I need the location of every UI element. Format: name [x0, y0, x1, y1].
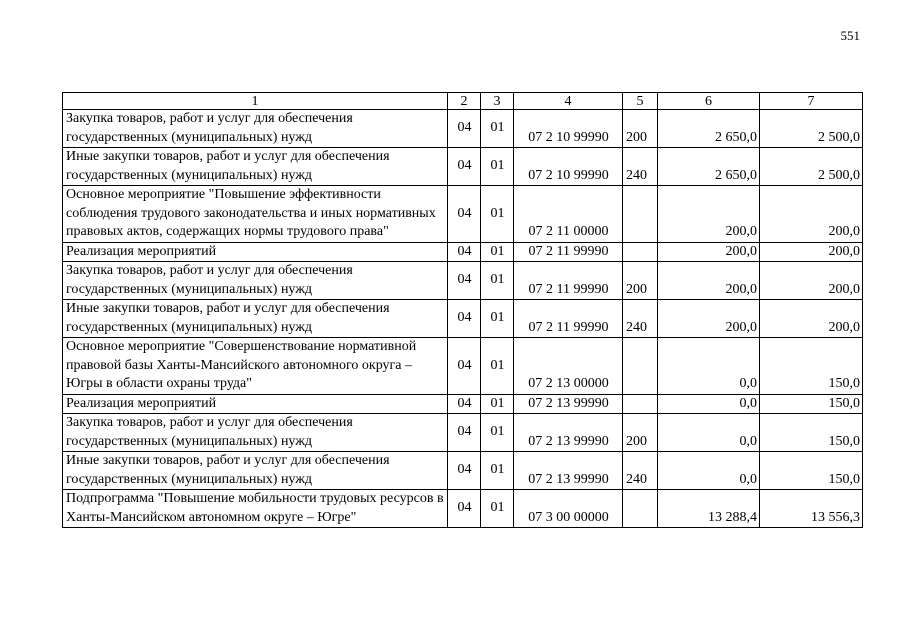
row-col-2: 04 [448, 338, 481, 395]
row-col-5: 240 [623, 452, 658, 490]
page-number: 551 [840, 28, 860, 43]
header-col-3: 3 [481, 93, 514, 110]
row-name: Иные закупки товаров, работ и услуг для обеспечения государственных (муниципальных) нужд [63, 300, 448, 338]
row-code: 07 2 13 00000 [514, 338, 623, 395]
row-col-3: 01 [481, 394, 514, 414]
row-col-6: 200,0 [658, 262, 760, 300]
row-col-3: 01 [481, 490, 514, 528]
row-col-6: 0,0 [658, 414, 760, 452]
row-name: Закупка товаров, работ и услуг для обеспечения государственных (муниципальных) нужд [63, 110, 448, 148]
table-row [63, 148, 863, 186]
row-col-7: 150,0 [760, 338, 863, 395]
row-col-3: 01 [481, 110, 514, 148]
row-col-6: 200,0 [658, 300, 760, 338]
row-col-2: 04 [448, 186, 481, 243]
row-col-7: 2 500,0 [760, 110, 863, 148]
row-col-7: 200,0 [760, 300, 863, 338]
row-name: Основное мероприятие "Повышение эффективности соблюдения трудового законодательства и иных нормативных правовых актов, содержащих нормы трудового права" [63, 186, 448, 243]
row-name: Подпрограмма "Повышение мобильности трудовых ресурсов в Ханты-Мансийском автономном округе – Югре" [63, 490, 448, 528]
row-col-5 [623, 186, 658, 243]
row-name: Реализация мероприятий [63, 394, 448, 414]
row-code: 07 2 11 99990 [514, 242, 623, 262]
row-col-5 [623, 394, 658, 414]
row-code: 07 2 11 00000 [514, 186, 623, 243]
header-col-6: 6 [658, 93, 760, 110]
row-code: 07 2 10 99990 [514, 110, 623, 148]
row-name: Основное мероприятие "Совершенствование нормативной правовой базы Ханты-Мансийского автономного округа – Югры в области охраны труда" [63, 338, 448, 395]
row-col-6: 0,0 [658, 394, 760, 414]
row-col-7: 150,0 [760, 452, 863, 490]
row-name: Закупка товаров, работ и услуг для обеспечения государственных (муниципальных) нужд [63, 262, 448, 300]
table-row [63, 338, 863, 395]
row-code: 07 2 13 99990 [514, 394, 623, 414]
row-code: 07 2 11 99990 [514, 262, 623, 300]
row-col-6: 2 650,0 [658, 148, 760, 186]
row-col-5: 240 [623, 300, 658, 338]
row-col-5 [623, 490, 658, 528]
header-col-2: 2 [448, 93, 481, 110]
row-col-7: 150,0 [760, 394, 863, 414]
row-col-3: 01 [481, 338, 514, 395]
row-col-6: 0,0 [658, 452, 760, 490]
row-col-3: 01 [481, 262, 514, 300]
row-col-5: 240 [623, 148, 658, 186]
row-col-7: 200,0 [760, 186, 863, 243]
row-col-2: 04 [448, 490, 481, 528]
header-col-5: 5 [623, 93, 658, 110]
row-col-3: 01 [481, 148, 514, 186]
row-col-6: 200,0 [658, 186, 760, 243]
row-col-3: 01 [481, 186, 514, 243]
row-col-2: 04 [448, 110, 481, 148]
row-col-5: 200 [623, 110, 658, 148]
row-col-5: 200 [623, 262, 658, 300]
row-col-7: 200,0 [760, 262, 863, 300]
row-col-2: 04 [448, 242, 481, 262]
row-col-3: 01 [481, 452, 514, 490]
row-code: 07 2 10 99990 [514, 148, 623, 186]
table-row [63, 262, 863, 300]
table-row [63, 110, 863, 148]
budget-table [62, 92, 863, 528]
row-col-2: 04 [448, 262, 481, 300]
row-name: Закупка товаров, работ и услуг для обеспечения государственных (муниципальных) нужд [63, 414, 448, 452]
row-col-2: 04 [448, 394, 481, 414]
row-col-7: 200,0 [760, 242, 863, 262]
header-col-4: 4 [514, 93, 623, 110]
row-col-3: 01 [481, 300, 514, 338]
row-code: 07 2 13 99990 [514, 452, 623, 490]
row-code: 07 2 11 99990 [514, 300, 623, 338]
row-col-6: 200,0 [658, 242, 760, 262]
table-row [63, 490, 863, 528]
row-col-7: 150,0 [760, 414, 863, 452]
row-code: 07 2 13 99990 [514, 414, 623, 452]
table-row [63, 414, 863, 452]
row-col-5 [623, 242, 658, 262]
row-col-2: 04 [448, 300, 481, 338]
row-col-5 [623, 338, 658, 395]
row-name: Иные закупки товаров, работ и услуг для обеспечения государственных (муниципальных) нужд [63, 148, 448, 186]
header-row [63, 93, 863, 110]
row-col-6: 2 650,0 [658, 110, 760, 148]
row-col-7: 2 500,0 [760, 148, 863, 186]
row-col-6: 13 288,4 [658, 490, 760, 528]
row-col-3: 01 [481, 242, 514, 262]
row-col-2: 04 [448, 148, 481, 186]
row-col-5: 200 [623, 414, 658, 452]
table-row [63, 452, 863, 490]
row-col-2: 04 [448, 414, 481, 452]
row-code: 07 3 00 00000 [514, 490, 623, 528]
header-col-1: 1 [63, 93, 448, 110]
row-col-2: 04 [448, 452, 481, 490]
table-row [63, 394, 863, 414]
row-name: Иные закупки товаров, работ и услуг для обеспечения государственных (муниципальных) нужд [63, 452, 448, 490]
header-col-7: 7 [760, 93, 863, 110]
row-col-6: 0,0 [658, 338, 760, 395]
row-col-3: 01 [481, 414, 514, 452]
table-row [63, 242, 863, 262]
row-col-7: 13 556,3 [760, 490, 863, 528]
table-row [63, 300, 863, 338]
table-row [63, 186, 863, 243]
row-name: Реализация мероприятий [63, 242, 448, 262]
